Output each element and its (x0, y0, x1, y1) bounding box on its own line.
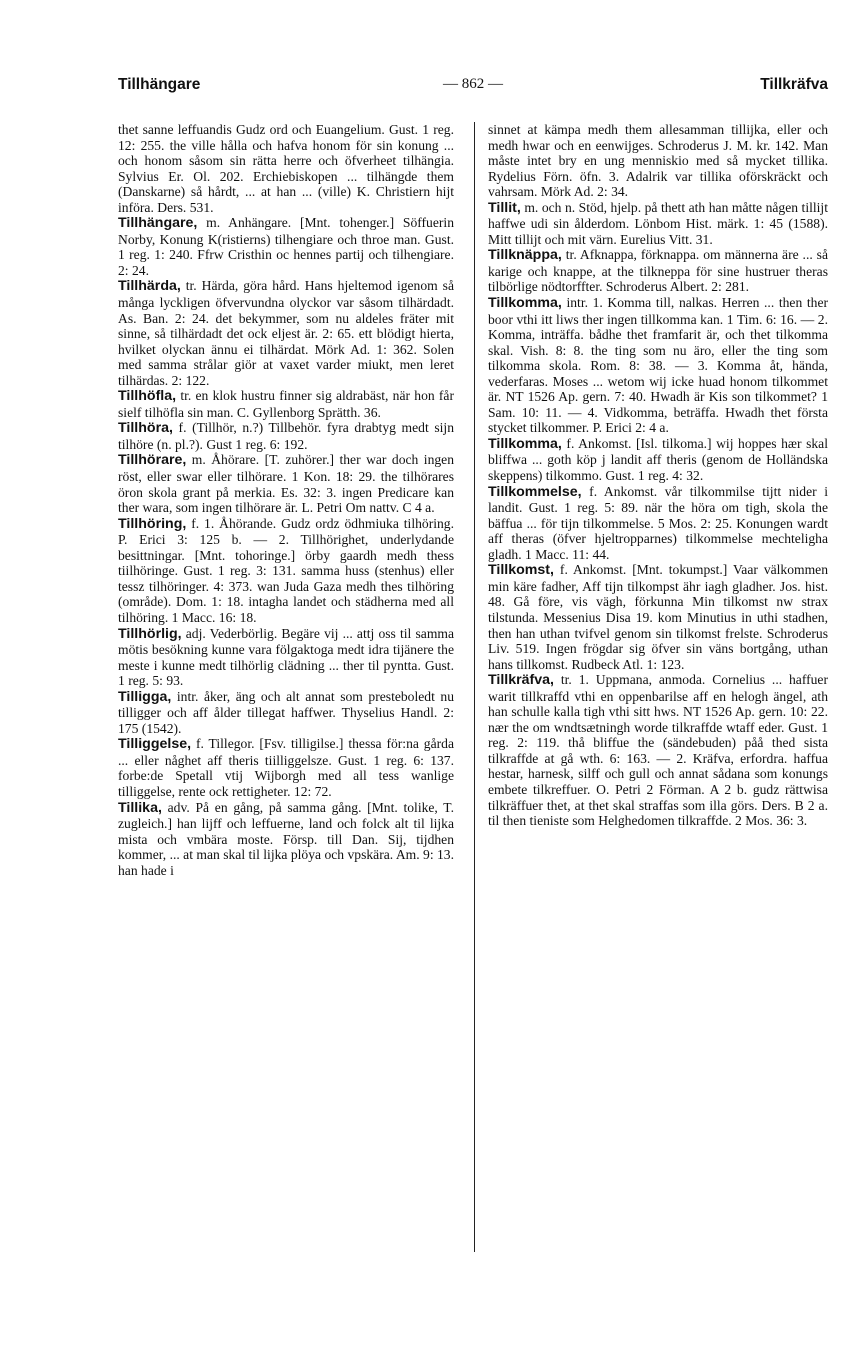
entry-headword: Tillkomma, (488, 435, 562, 452)
entry-headword: Tillhängare, (118, 215, 198, 232)
entry-headword: Tillhöring, (118, 515, 187, 532)
dictionary-entry: Tillkomma, intr. 1. Komma till, nalkas. Herren ... then ther boor vthi itt liws ther ingen tillkomma kan. 1 Tim. 6: 16. — 2. Komma, inträffa. bådhe thet framfarit är, och thet tilkomma skal. Vish. 8: 8. the ting som nu äro, eller the ting som tilkomma skola. Rom. 8: 38. — 3. Komma åt, hända, vederfaras. Moses ... wetom wij icke huad honom tilkommet är. NT 1526 Ap. gern. 7: 40. Hwadh är Kis son tilkommet? 1 Sam. 10: 11. — 4. Vidkomma, beträffa. Hwadh thet första stycket tilkommer. P. Erici 2: 4 a. (488, 295, 828, 436)
entry-headword: Tillhörlig, (118, 625, 182, 642)
dictionary-entry: Tillkommelse, f. Ankomst. vår tilkommilse tijtt nider i landit. Gust. 1 reg. 5: 89. när the höra om tigh, skola the bäffua ... för tijn tilkommelse. 5 Mos. 2: 25. Konungen wardt aff theras (öfver hjeltropparnes) tilkommelse mechteligha gladh. 1 Macc. 11: 44. (488, 483, 828, 562)
dictionary-entry: Tillhöra, f. (Tillhör, n.?) Tillbehör. fyra drabtyg medt sijn tilhöre (n. pl.?). Gust 1 reg. 6: 192. (118, 420, 454, 452)
entry-headword: Tillit, (488, 199, 521, 216)
dictionary-entry: Tillkomma, f. Ankomst. [Isl. tilkoma.] wij hoppes hær skal bliffwa ... goth köp j landit aff theris (genom de Holländska skeppens) tilkommo. Gust. 1 reg. 4: 32. (488, 435, 828, 484)
dictionary-entry: Tilligga, intr. åker, äng och alt annat som presteboledt nu tilligger och aff ålder tillegat haffwer. Thyselius Handl. 2: 175 (1542). (118, 688, 454, 736)
dictionary-entry: thet sanne leffuandis Gudz ord och Euangelium. Gust. 1 reg. 12: 255. the ville hålla och hafva honom för sin konung ... och honom såsom sin rätta herre och öfverheet tilhängia. Sylvius Er. Ol. 202. Erchiebiskopen ... tilhängde them (Danskarne) så hårdt, ... at han ... (ville) K. Christiern hijt införa. Ders. 531. (118, 122, 454, 215)
page-number: — 862 — (443, 76, 503, 92)
entry-headword: Tillhörare, (118, 452, 187, 469)
entry-headword: Tillhärda, (118, 278, 181, 295)
column-divider (474, 122, 475, 1252)
entry-headword: Tillkommelse, (488, 483, 582, 500)
dictionary-entry: Tillhörare, m. Åhörare. [T. zuhörer.] ther war doch ingen röst, eller swar eller tilhörare. 1 Kon. 18: 29. the tilhörares öron skola grant på merkia. Es. 32: 3. ingen Predicare kan ther wara, som ingen tilhörare är. L. Petri Om nattv. C 4 a. (118, 452, 454, 516)
dictionary-entry: Tillhörlig, adj. Vederbörlig. Begäre vij ... attj oss til samma mötis besökning kunne vara fölgaktoga medt idra tijänere the meste i kunne medt tilhörlig clädning ... ther til pyntta. Gust. 1 reg. 5: 93. (118, 625, 454, 689)
page-header (118, 76, 828, 102)
entry-headword: Tillknäppa, (488, 247, 562, 264)
header-left-headword: Tillhängare (118, 76, 201, 93)
entry-headword: Tilligga, (118, 688, 172, 705)
dictionary-entry: Tillkräfva, tr. 1. Uppmana, anmoda. Cornelius ... haffuer warit tillkraffd vthi en oppenbarilse aff en helogh ängel, ath han schulle kalla tigh vthi sitt hws. NT 1526 Ap. gern. 10: 22. nær the om wndtsætningh worde tilkraffde wtaff eder. Gust. 1 reg. 2: 119. thå bliffue the (sändebuden) påå thed sista tilkraffde at gå wth. 6: 163. — 2. Kräfva, erfordra. haffua hestar, harnesk, silff och gull och annat sådana som konungs embete tilkreffuer. O. Petri 2 Förman. A 2 b. gudz rättwisa tilkräffuer thet, at thet skal straffas som illa görs. Ders. B 2 a. til then tieniste som Helghedomen tilkraffde. 2 Mos. 36: 3. (488, 672, 828, 829)
entry-headword: Tillkräfva, (488, 672, 554, 689)
entry-headword: Tillkomst, (488, 562, 554, 579)
dictionary-entry: Tillhöfla, tr. en klok hustru finner sig aldrabäst, när hon får sielf tilhöfla sin man. C. Gyllenborg Sprätth. 36. (118, 388, 454, 420)
entry-headword: Tillika, (118, 799, 162, 816)
dictionary-entry: Tillknäppa, tr. Afknappa, förknappa. om männerna äre ... så karige och knappe, at the tilkneppa för sine hustruer theras tilbörlige nödtorffter. Schroderus Albert. 2: 281. (488, 247, 828, 295)
left-column (118, 122, 454, 878)
dictionary-entry: Tillhöring, f. 1. Åhörande. Gudz ordz ödhmiuka tilhöring. P. Erici 3: 125 b. — 2. Tillhörighet, underlydande besittningar. [Mnt. tohoringe.] örby gaardh medh thess tiilhöringe. Gust. 1 reg. 3: 131. samma huss (stenhus) eller tessz tilhöringer. 4: 373. wan Juda Gaza medh thes tilhöring (område). Dom. 1: 18. intagha landet och städherna med all tilhöring. 1 Macc. 16: 18. (118, 515, 454, 625)
dictionary-entry: Tillit, m. och n. Stöd, hjelp. på thett ath han måtte någen tillijt haffwe udi sin ålderdom. Lönbom Hist. märk. 1: 45 (1588). Mitt tillijt och mit värn. Eurelius Vitt. 31. (488, 199, 828, 247)
entry-headword: Tillhöfla, (118, 388, 177, 405)
entry-headword: Tillhöra, (118, 420, 173, 437)
header-right-headword: Tillkräfva (760, 76, 828, 93)
dictionary-entry: Tillkomst, f. Ankomst. [Mnt. tokumpst.] Vaar välkommen min käre fadher, Aff tijn tilkompst ähr iagh gladher. Jos. hist. 48. Gå före, vis vägh, förkunna Min tilkomst nw strax tilstunda. Messenius Disa 19. kom Minutius in uthi stadhen, then han uthan tvifvel genom sin tilkomst frelste. Schroderus Liv. 519. Ingen frögdar sig öfver sin väns bortgång, uthan hans tillkomst. Rudbeck Atl. 1: 123. (488, 562, 828, 672)
entry-headword: Tilliggelse, (118, 736, 192, 753)
dictionary-entry: sinnet at kämpa medh them allesamman tillijka, eller och medh hwar och en eenwijges. Schroderus J. M. kr. 142. Man måste intet bry en ung menniskio med så mycket tillika. Rydelius Förn. öfn. 3. Adalrik var tillika oförskräckt och vahrsam. Mörk Ad. 2: 34. (488, 122, 828, 200)
entry-headword: Tillkomma, (488, 295, 562, 312)
dictionary-entry: Tillhärda, tr. Härda, göra hård. Hans hjeltemod igenom så många lyckligen öfvervundna olyckor var såsom tilhärdadt. As. Ban. 2: 24. det bekymmer, som nu aldeles fräter mit sinne, så tilhärdadt det ock eljest är. 2: 65. ett blödigt hierta, hvilket olyckan ännu ei tilhärdat. Mörk Ad. 1: 362. Solen med samma strålar giör at vaxet varder miukt, men leret tilhärdas. 2: 122. (118, 278, 454, 388)
right-column (488, 122, 828, 829)
dictionary-entry: Tilliggelse, f. Tillegor. [Fsv. tilligilse.] thessa för:na gårda ... eller någhet aff theris tiilliggelsze. Gust. 1 reg. 6: 137. forbe:de Spetall vtij Wijborgh med all tess wanlige tilliggelse, rente ock rettigheter. 12: 72. (118, 736, 454, 799)
dictionary-entry: Tillika, adv. På en gång, på samma gång. [Mnt. tolike, T. zugleich.] han lijff och leffuerne, land och folck alt til lijka mista och vmbära moste. Försp. till Dan. Sij, tijdhen kommer, ... at man skal til lijka plöya och vpskära. Am. 9: 13. han hade i (118, 799, 454, 878)
dictionary-entry: Tillhängare, m. Anhängare. [Mnt. tohenger.] Söffuerin Norby, Konung K(ristierns) tilhengiare och throe man. Gust. 1 reg. 1: 240. Ffrw Cristhin oc hennes partij och tilhengiare. 2: 24. (118, 215, 454, 278)
